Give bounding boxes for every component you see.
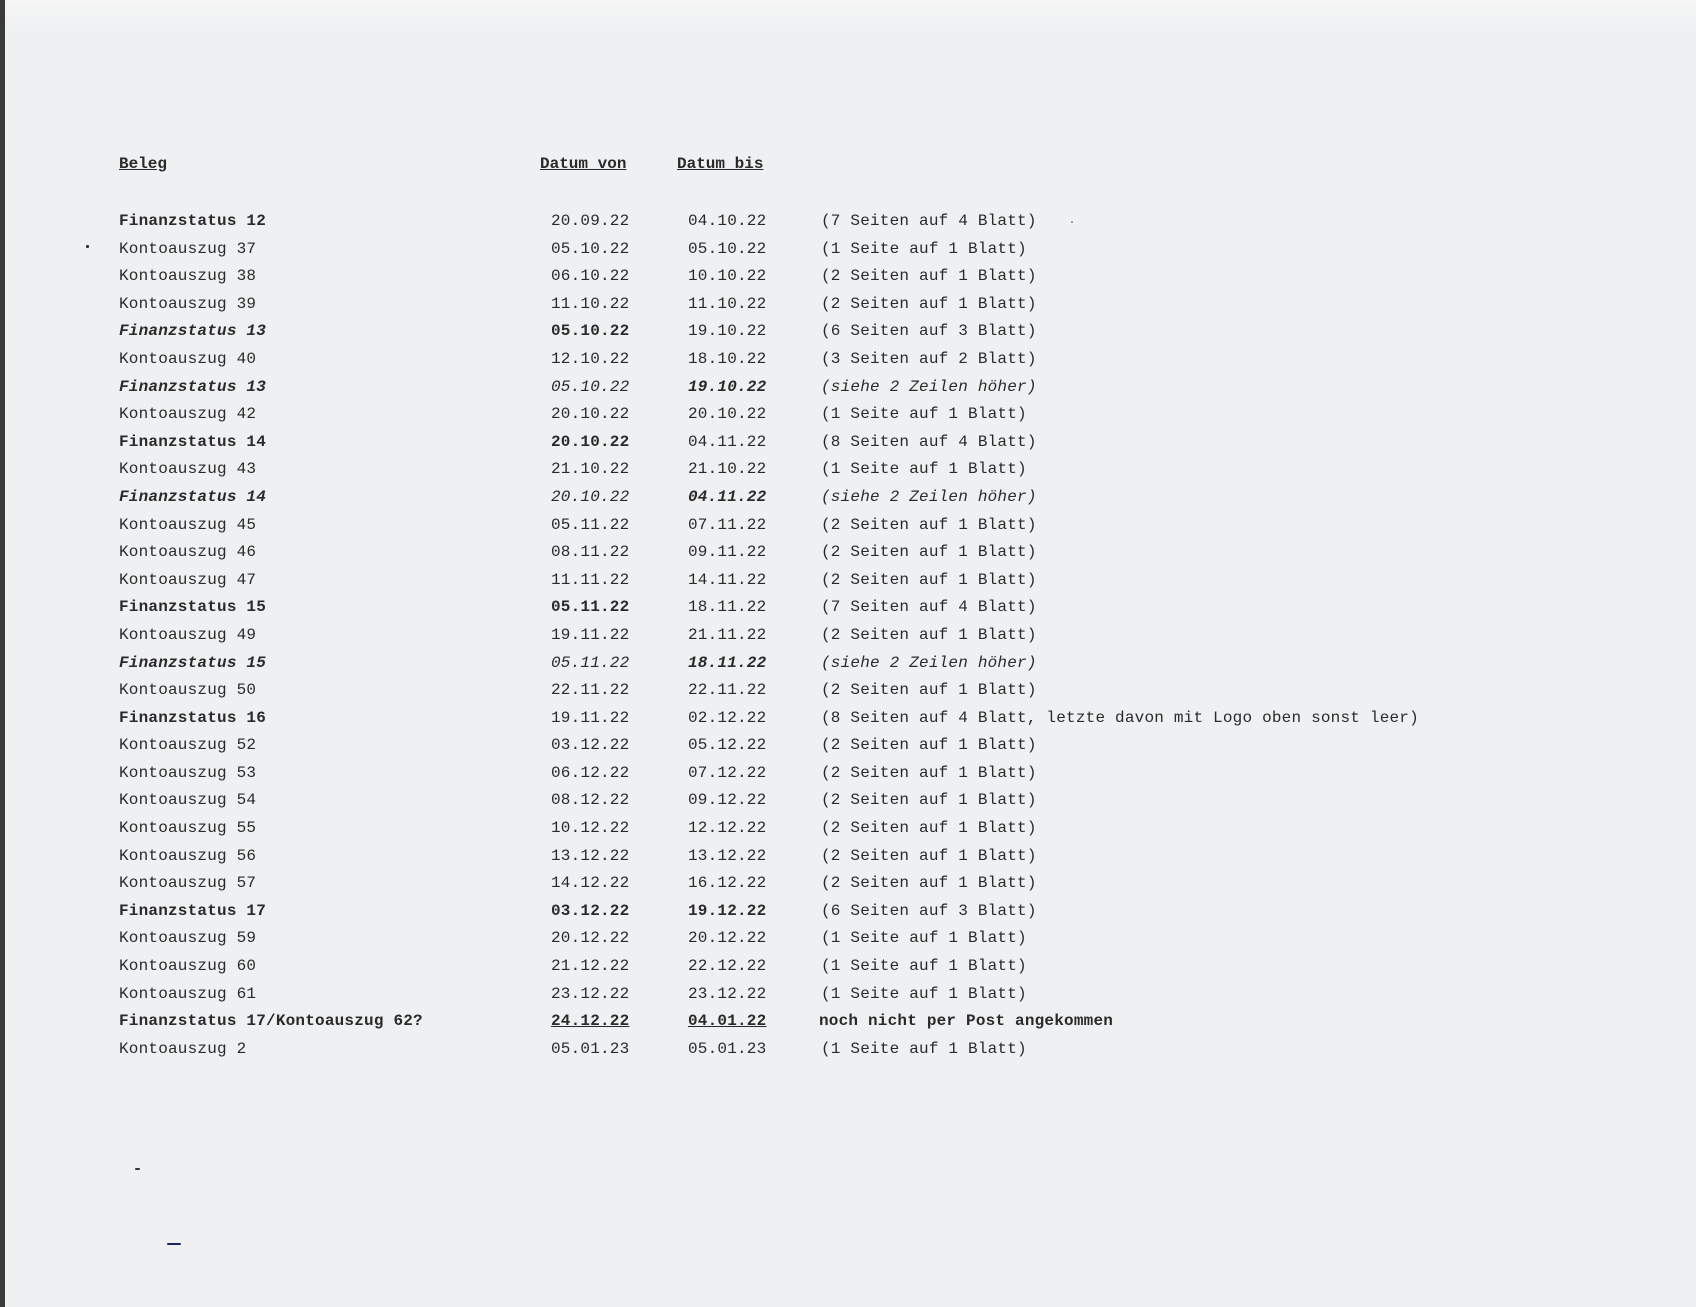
- cell-beleg: Finanzstatus 15: [119, 598, 267, 617]
- cell-beleg: Kontoauszug 61: [119, 984, 257, 1003]
- table-row: [0, 456, 1696, 484]
- cell-datum-bis: 05.12.22: [688, 736, 767, 755]
- cell-datum-bis: 07.11.22: [688, 515, 767, 534]
- cell-beleg: Kontoauszug 47: [119, 570, 257, 589]
- cell-note: (2 Seiten auf 1 Blatt): [821, 819, 1037, 838]
- table-row: [0, 346, 1696, 374]
- table-row: [0, 374, 1696, 402]
- table-row: [0, 567, 1696, 595]
- cell-note: (7 Seiten auf 4 Blatt): [821, 212, 1037, 230]
- cell-beleg: Kontoauszug 46: [119, 543, 257, 562]
- cell-datum-von: 11.10.22: [551, 294, 630, 313]
- cell-datum-bis: 18.10.22: [688, 349, 767, 368]
- table-row: [0, 484, 1696, 512]
- cell-beleg: Kontoauszug 56: [119, 846, 257, 865]
- cell-datum-bis: 16.12.22: [688, 874, 767, 893]
- cell-datum-bis: 12.12.22: [688, 819, 767, 838]
- cell-beleg: Finanzstatus 16: [119, 708, 267, 727]
- cell-beleg: Kontoauszug 60: [119, 957, 257, 976]
- header-datum-bis: Datum bis: [677, 155, 764, 173]
- cell-beleg: Kontoauszug 57: [119, 874, 257, 893]
- scan-speck: [135, 1168, 140, 1170]
- cell-datum-bis: 09.12.22: [688, 791, 767, 810]
- cell-datum-von: 22.11.22: [551, 681, 630, 700]
- table-row: [0, 263, 1696, 291]
- cell-datum-bis: 04.11.22: [688, 432, 767, 451]
- cell-beleg: Finanzstatus 13: [119, 377, 267, 396]
- cell-datum-von: 06.12.22: [551, 763, 630, 782]
- table-row: [0, 622, 1696, 650]
- cell-datum-bis: 14.11.22: [688, 570, 767, 589]
- cell-datum-von: 08.11.22: [551, 543, 630, 562]
- scan-speck: [167, 1243, 181, 1245]
- cell-beleg: Finanzstatus 17/Kontoauszug 62?: [119, 1012, 423, 1031]
- cell-beleg: Finanzstatus 12: [119, 212, 267, 230]
- cell-note: (1 Seite auf 1 Blatt): [821, 929, 1027, 948]
- scan-top-edge: [0, 0, 1696, 30]
- table-row: [0, 291, 1696, 319]
- cell-datum-von: 21.12.22: [551, 957, 630, 976]
- cell-beleg: Finanzstatus 15: [119, 653, 267, 672]
- cell-datum-bis: 19.10.22: [688, 377, 767, 396]
- cell-datum-von: 20.10.22: [551, 405, 630, 424]
- cell-note: (2 Seiten auf 1 Blatt): [821, 570, 1037, 589]
- table-row: [0, 953, 1696, 981]
- cell-datum-von: 06.10.22: [551, 267, 630, 286]
- cell-note: (1 Seite auf 1 Blatt): [821, 405, 1027, 424]
- table-row: [0, 677, 1696, 705]
- cell-datum-bis: 02.12.22: [688, 708, 767, 727]
- cell-datum-von: 05.10.22: [551, 239, 630, 258]
- cell-datum-von: 03.12.22: [551, 901, 630, 920]
- cell-datum-bis: 18.11.22: [688, 653, 767, 672]
- cell-beleg: Kontoauszug 37: [119, 239, 257, 258]
- cell-beleg: Finanzstatus 14: [119, 487, 267, 506]
- table-row: [0, 1008, 1696, 1036]
- cell-datum-von: 05.10.22: [551, 322, 630, 341]
- cell-beleg: Kontoauszug 42: [119, 405, 257, 424]
- cell-datum-von: 05.11.22: [551, 598, 630, 617]
- cell-datum-von: 13.12.22: [551, 846, 630, 865]
- cell-datum-von: 05.10.22: [551, 377, 630, 396]
- cell-datum-von: 20.12.22: [551, 929, 630, 948]
- table-row: [0, 401, 1696, 429]
- cell-datum-bis: 21.10.22: [688, 460, 767, 479]
- document-table: [0, 208, 1696, 1063]
- table-row: [0, 815, 1696, 843]
- cell-datum-bis: 09.11.22: [688, 543, 767, 562]
- cell-beleg: Kontoauszug 50: [119, 681, 257, 700]
- cell-datum-bis: 23.12.22: [688, 984, 767, 1003]
- cell-datum-von: 24.12.22: [551, 1012, 630, 1031]
- table-row: [0, 208, 1696, 236]
- cell-note: (1 Seite auf 1 Blatt): [821, 957, 1027, 976]
- cell-datum-bis: 19.12.22: [688, 901, 767, 920]
- cell-note: (8 Seiten auf 4 Blatt): [821, 432, 1037, 451]
- table-row: [0, 981, 1696, 1009]
- table-row: [0, 236, 1696, 264]
- cell-note: (siehe 2 Zeilen höher): [821, 653, 1037, 672]
- cell-note: (1 Seite auf 1 Blatt): [821, 239, 1027, 258]
- cell-beleg: Kontoauszug 49: [119, 625, 257, 644]
- cell-datum-von: 21.10.22: [551, 460, 630, 479]
- cell-note: (2 Seiten auf 1 Blatt): [821, 791, 1037, 810]
- header-beleg: Beleg: [119, 155, 168, 173]
- cell-datum-von: 10.12.22: [551, 819, 630, 838]
- cell-datum-von: 23.12.22: [551, 984, 630, 1003]
- cell-beleg: Kontoauszug 54: [119, 791, 257, 810]
- cell-datum-bis: 07.12.22: [688, 763, 767, 782]
- cell-note: (2 Seiten auf 1 Blatt): [821, 763, 1037, 782]
- cell-note: (3 Seiten auf 2 Blatt): [821, 349, 1037, 368]
- table-row: [0, 760, 1696, 788]
- cell-beleg: Kontoauszug 52: [119, 736, 257, 755]
- cell-note: (2 Seiten auf 1 Blatt): [821, 515, 1037, 534]
- cell-note: (siehe 2 Zeilen höher): [821, 487, 1037, 506]
- cell-beleg: Finanzstatus 17: [119, 901, 267, 920]
- cell-datum-von: 19.11.22: [551, 708, 630, 727]
- cell-datum-von: 14.12.22: [551, 874, 630, 893]
- cell-datum-bis: 20.12.22: [688, 929, 767, 948]
- cell-beleg: Kontoauszug 2: [119, 1039, 247, 1058]
- cell-datum-bis: 05.01.23: [688, 1039, 767, 1058]
- cell-datum-bis: 04.10.22: [688, 212, 767, 230]
- cell-datum-von: 03.12.22: [551, 736, 630, 755]
- cell-note: (2 Seiten auf 1 Blatt): [821, 681, 1037, 700]
- cell-note: (6 Seiten auf 3 Blatt): [821, 901, 1037, 920]
- cell-datum-von: 12.10.22: [551, 349, 630, 368]
- cell-datum-bis: 18.11.22: [688, 598, 767, 617]
- cell-datum-bis: 05.10.22: [688, 239, 767, 258]
- table-row: [0, 650, 1696, 678]
- table-row: [0, 843, 1696, 871]
- cell-note: (2 Seiten auf 1 Blatt): [821, 874, 1037, 893]
- cell-beleg: Kontoauszug 38: [119, 267, 257, 286]
- cell-datum-von: 05.01.23: [551, 1039, 630, 1058]
- cell-datum-bis: 04.11.22: [688, 487, 767, 506]
- cell-beleg: Finanzstatus 14: [119, 432, 267, 451]
- cell-datum-von: 20.09.22: [551, 212, 630, 230]
- cell-datum-von: 20.10.22: [551, 432, 630, 451]
- cell-note: (1 Seite auf 1 Blatt): [821, 1039, 1027, 1058]
- cell-datum-bis: 19.10.22: [688, 322, 767, 341]
- table-row: [0, 705, 1696, 733]
- cell-note: (6 Seiten auf 3 Blatt): [821, 322, 1037, 341]
- cell-datum-von: 20.10.22: [551, 487, 630, 506]
- cell-datum-von: 05.11.22: [551, 515, 630, 534]
- cell-datum-von: 08.12.22: [551, 791, 630, 810]
- cell-note: (2 Seiten auf 1 Blatt): [821, 294, 1037, 313]
- table-row: [0, 787, 1696, 815]
- cell-datum-bis: 13.12.22: [688, 846, 767, 865]
- table-row: [0, 898, 1696, 926]
- scan-speck: [1071, 221, 1073, 223]
- cell-note: (2 Seiten auf 1 Blatt): [821, 267, 1037, 286]
- table-row: [0, 594, 1696, 622]
- cell-beleg: Kontoauszug 43: [119, 460, 257, 479]
- cell-beleg: Finanzstatus 13: [119, 322, 267, 341]
- cell-note: (8 Seiten auf 4 Blatt, letzte davon mit Logo oben sonst leer): [821, 708, 1419, 727]
- cell-beleg: Kontoauszug 45: [119, 515, 257, 534]
- cell-datum-bis: 22.12.22: [688, 957, 767, 976]
- cell-datum-bis: 21.11.22: [688, 625, 767, 644]
- cell-note: (2 Seiten auf 1 Blatt): [821, 736, 1037, 755]
- cell-datum-von: 19.11.22: [551, 625, 630, 644]
- cell-note: noch nicht per Post angekommen: [819, 1012, 1114, 1031]
- table-row: [0, 539, 1696, 567]
- table-row: [0, 318, 1696, 346]
- cell-note: (1 Seite auf 1 Blatt): [821, 460, 1027, 479]
- cell-datum-bis: 22.11.22: [688, 681, 767, 700]
- table-row: [0, 925, 1696, 953]
- header-datum-von: Datum von: [540, 155, 627, 173]
- table-row: [0, 1036, 1696, 1064]
- table-row: [0, 732, 1696, 760]
- cell-note: (siehe 2 Zeilen höher): [821, 377, 1037, 396]
- cell-note: (2 Seiten auf 1 Blatt): [821, 543, 1037, 562]
- scan-speck: [86, 245, 89, 248]
- cell-datum-bis: 10.10.22: [688, 267, 767, 286]
- table-row: [0, 870, 1696, 898]
- cell-note: (2 Seiten auf 1 Blatt): [821, 625, 1037, 644]
- cell-beleg: Kontoauszug 40: [119, 349, 257, 368]
- cell-datum-von: 05.11.22: [551, 653, 630, 672]
- cell-note: (7 Seiten auf 4 Blatt): [821, 598, 1037, 617]
- cell-beleg: Kontoauszug 39: [119, 294, 257, 313]
- cell-beleg: Kontoauszug 53: [119, 763, 257, 782]
- table-header: [0, 155, 1696, 179]
- table-row: [0, 512, 1696, 540]
- cell-beleg: Kontoauszug 55: [119, 819, 257, 838]
- cell-datum-bis: 04.01.22: [688, 1012, 767, 1031]
- cell-note: (1 Seite auf 1 Blatt): [821, 984, 1027, 1003]
- cell-datum-von: 11.11.22: [551, 570, 630, 589]
- cell-datum-bis: 11.10.22: [688, 294, 767, 313]
- cell-note: (2 Seiten auf 1 Blatt): [821, 846, 1037, 865]
- cell-beleg: Kontoauszug 59: [119, 929, 257, 948]
- cell-datum-bis: 20.10.22: [688, 405, 767, 424]
- table-row: [0, 429, 1696, 457]
